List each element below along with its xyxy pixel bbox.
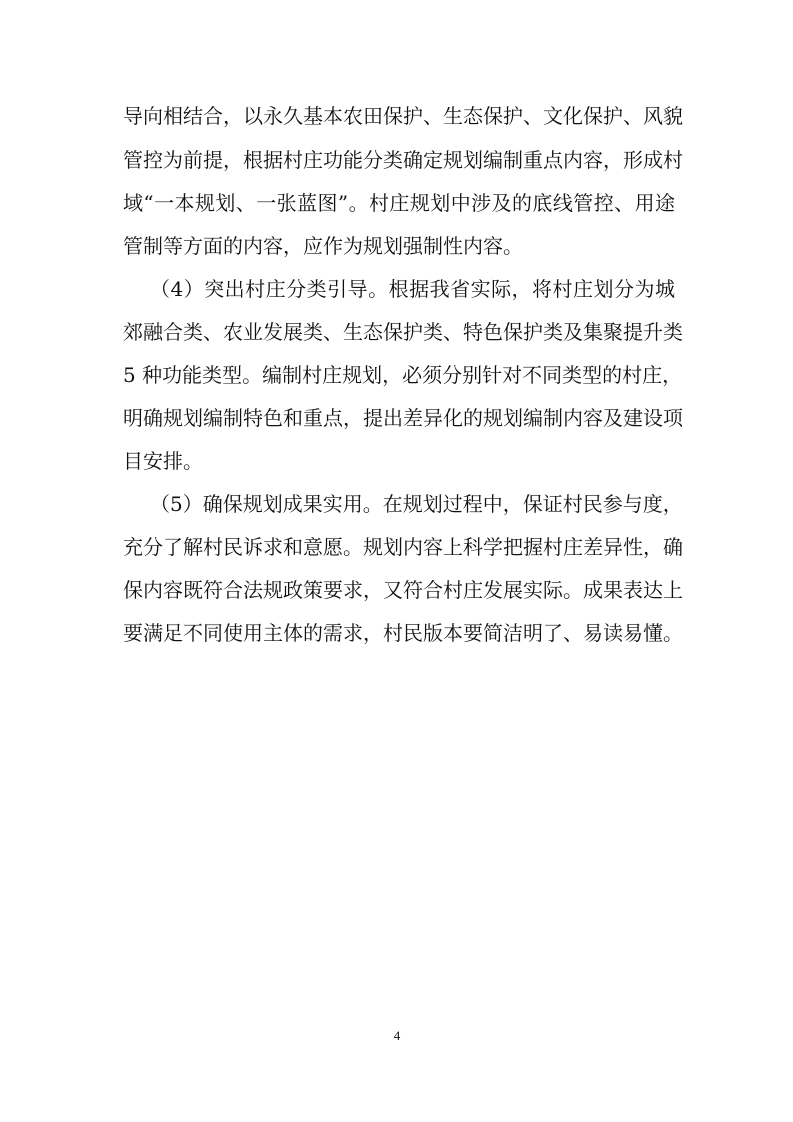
text-line: 导向相结合，以永久基本农田保护、生态保护、文化保护、风貌 — [123, 104, 683, 128]
text-line: 要满足不同使用主体的需求，村民版本要简洁明了、易读易懂。 — [123, 621, 683, 645]
page-number: 4 — [393, 1028, 401, 1043]
text-line: 郊融合类、农业发展类、生态保护类、特色保护类及集聚提升类 — [123, 320, 683, 344]
text-line: 目安排。 — [123, 449, 203, 473]
text-line: 域“一本规划、一张蓝图”。村庄规划中涉及的底线管控、用途 — [123, 191, 675, 215]
text-line: （4）突出村庄分类引导。根据我省实际，将村庄划分为城 — [150, 277, 675, 301]
text-line: 管制等方面的内容，应作为规划强制性内容。 — [123, 234, 523, 258]
text-line: 充分了解村民诉求和意愿。规划内容上科学把握村庄差异性，确 — [123, 535, 683, 559]
text-line: 5 种功能类型。编制村庄规划，必须分别针对不同类型的村庄， — [123, 363, 683, 387]
text-line: 明确规划编制特色和重点，提出差异化的规划编制内容及建设项 — [123, 406, 683, 430]
text-line: （5）确保规划成果实用。在规划过程中，保证村民参与度， — [150, 492, 683, 516]
text-line: 保内容既符合法规政策要求，又符合村庄发展实际。成果表达上 — [123, 578, 683, 602]
text-line: 管控为前提，根据村庄功能分类确定规划编制重点内容，形成村 — [123, 148, 683, 172]
